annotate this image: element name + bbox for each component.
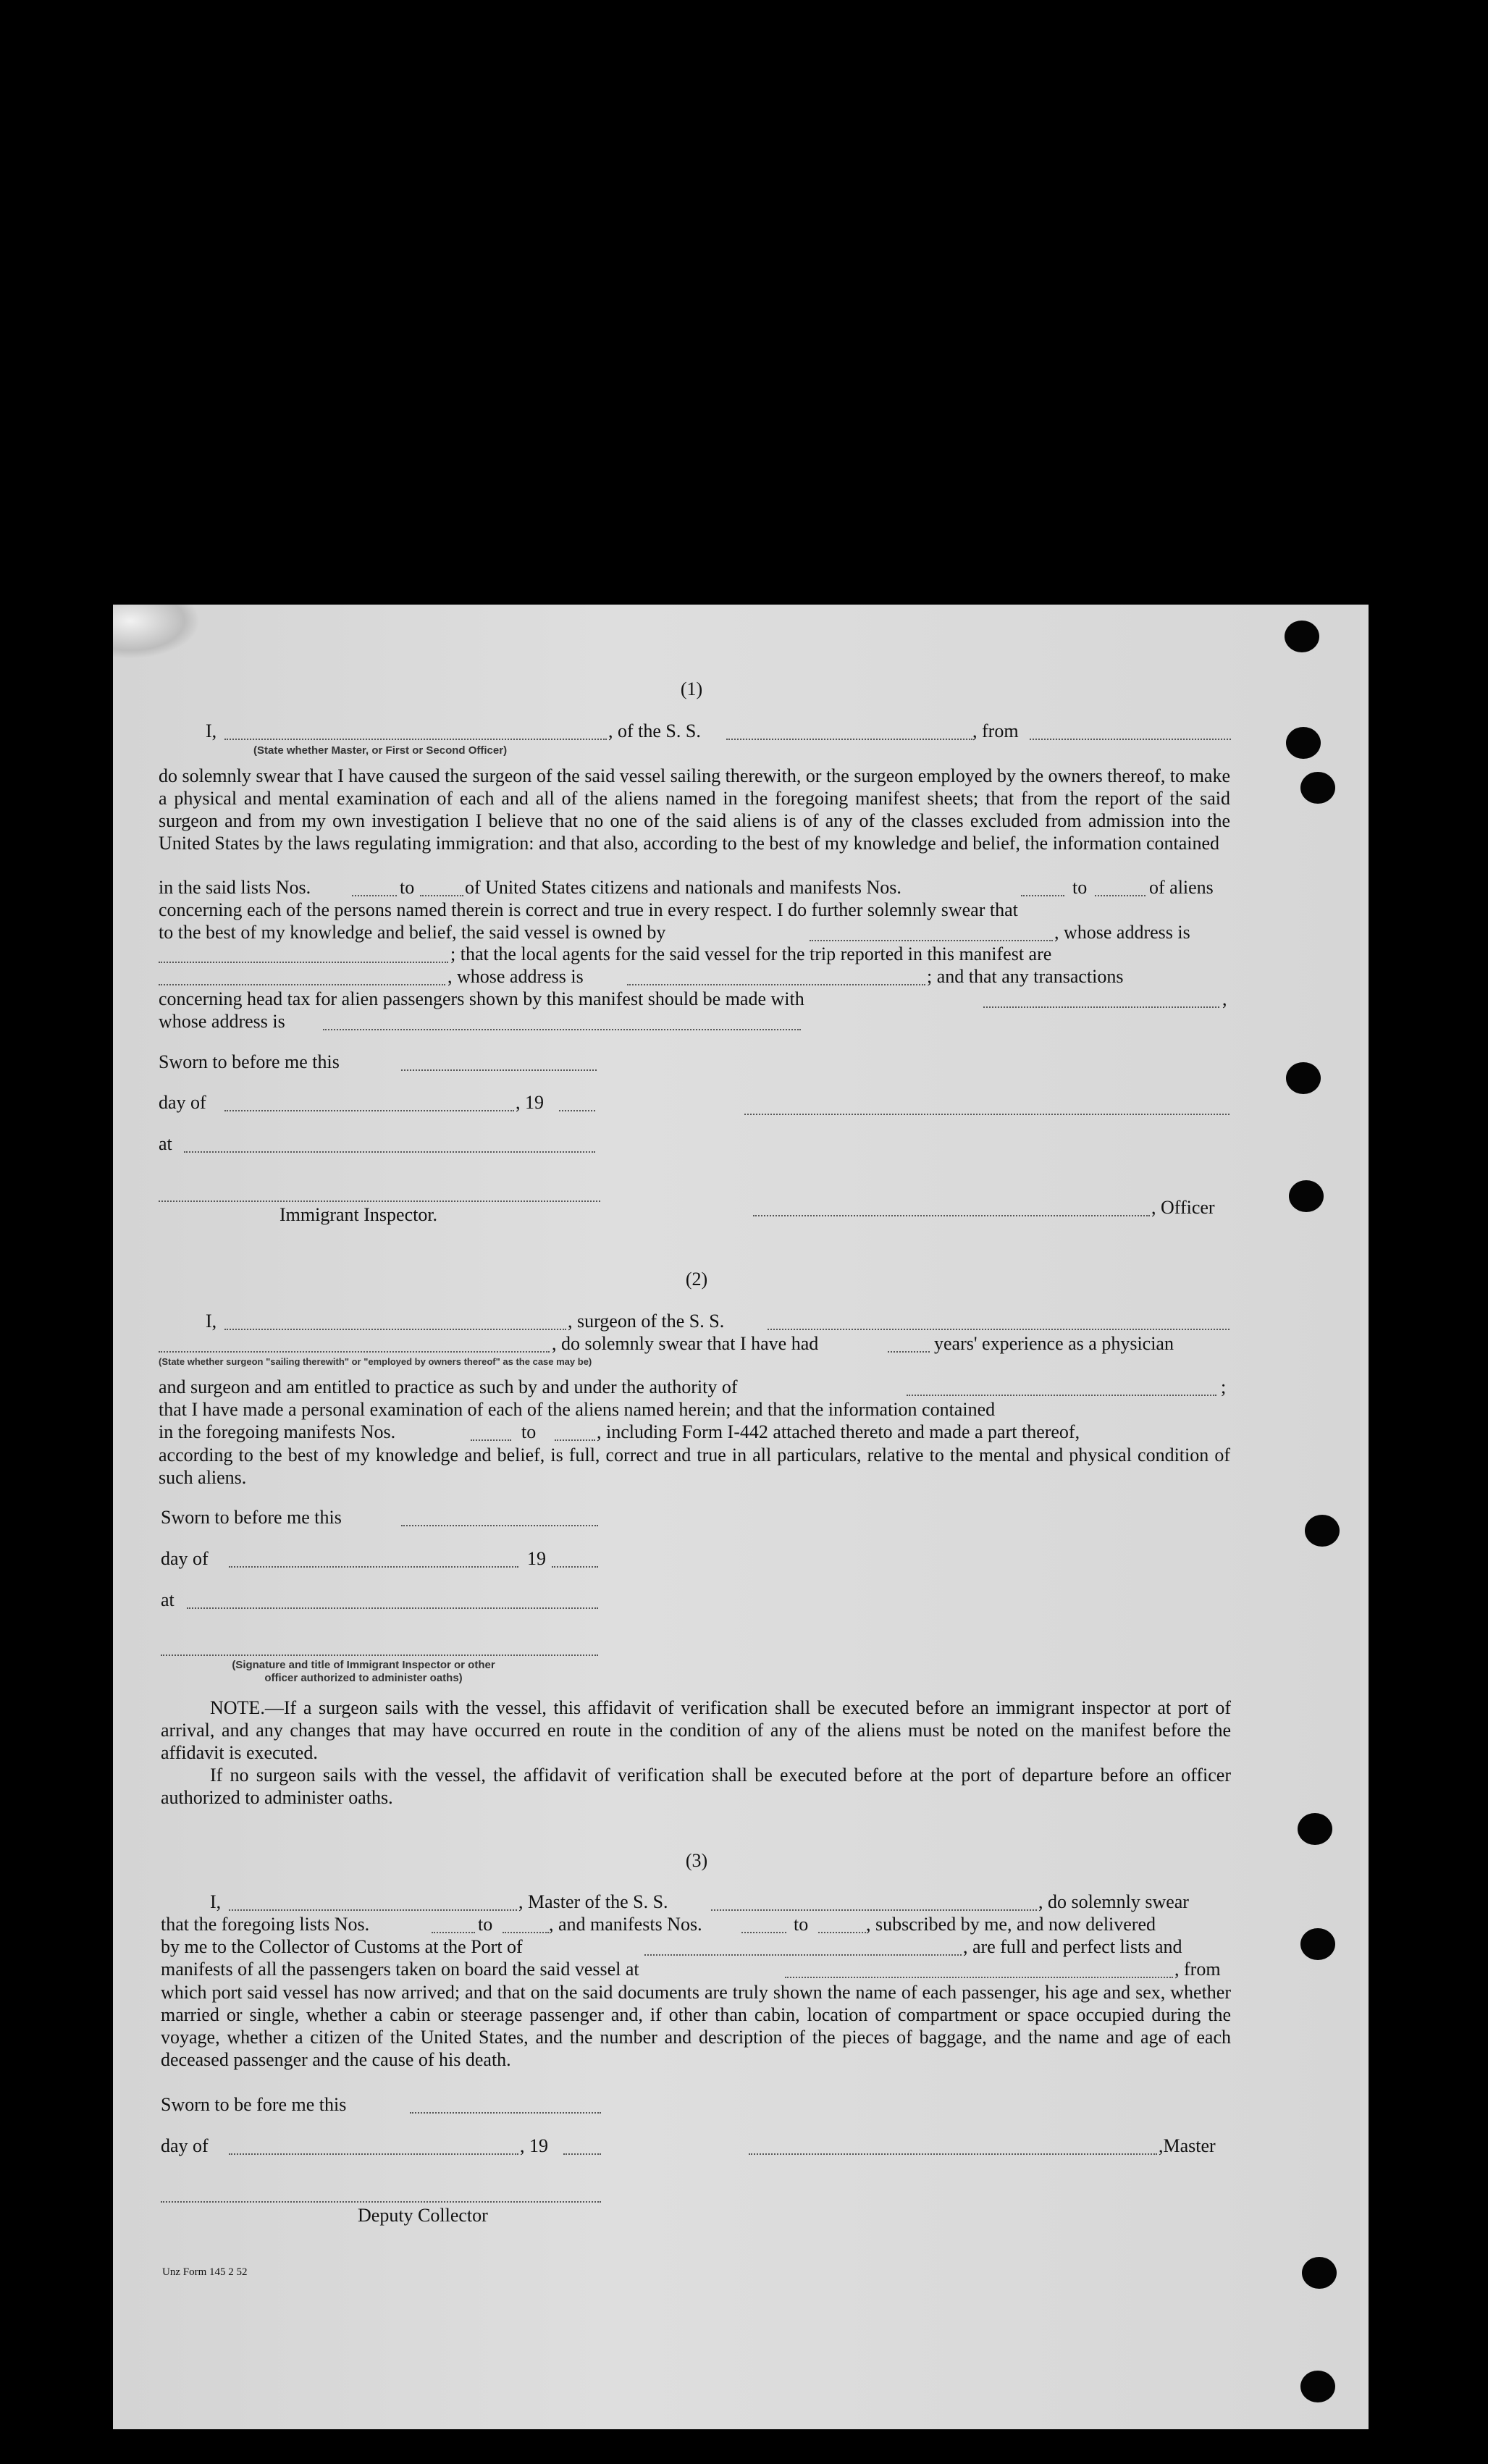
s1-head-tax-field[interactable] <box>983 1006 1219 1008</box>
punch-hole <box>1285 621 1319 652</box>
s1-at-label: at <box>159 1133 172 1154</box>
s2-ship-name-field[interactable] <box>768 1329 1230 1330</box>
s3-manifests-to-field[interactable] <box>818 1932 866 1933</box>
s3-sworn-label: Sworn to be fore me this <box>161 2094 347 2115</box>
s3-year-field[interactable] <box>563 2153 601 2155</box>
s3-swear-label: , do solemnly swear <box>1038 1891 1189 1912</box>
s1-officer-title-field[interactable] <box>753 1215 1150 1216</box>
s3-ship-name-field[interactable] <box>711 1909 1037 1911</box>
s2-note-paragraph-2: If no surgeon sails with the vessel, the affidavit of verification shall be executed before at the port of departure before an officer authorized to administer oaths. <box>161 1765 1231 1808</box>
s3-full-lists-label: , are full and perfect lists and <box>963 1936 1182 1957</box>
s3-master-suffix: ,Master <box>1159 2135 1216 2156</box>
s2-manifests-to: to <box>521 1421 537 1442</box>
s1-lists-from-field[interactable] <box>352 895 397 896</box>
s1-owned-label: to the best of my knowledge and belief, the said vessel is owned by <box>159 922 666 943</box>
s2-signature-note-2: officer authorized to administer oaths) <box>264 1672 463 1684</box>
s3-lists-to: to <box>478 1914 493 1935</box>
punch-hole <box>1286 1062 1321 1094</box>
s3-collector-label: by me to the Collector of Customs at the Port of <box>161 1936 523 1957</box>
s3-manifests-label: , and manifests Nos. <box>549 1914 702 1935</box>
s3-port-field[interactable] <box>644 1954 962 1956</box>
s2-signature-note-1: (Signature and title of Immigrant Inspector or other <box>232 1659 495 1671</box>
s2-signature-field[interactable] <box>161 1654 598 1656</box>
s3-master-signature-field[interactable] <box>749 2153 1157 2155</box>
s2-authority-label: and surgeon and am entitled to practice as such by and under the authority of <box>159 1376 738 1397</box>
s2-sworn-field[interactable] <box>401 1525 598 1526</box>
s3-delivered-label: , subscribed by me, and now delivered <box>866 1914 1156 1935</box>
s1-sworn-label: Sworn to before me this <box>159 1051 340 1072</box>
s1-transactions-label: ; and that any transactions <box>927 966 1124 987</box>
punch-hole <box>1300 2371 1335 2402</box>
s2-surgeon-type-field[interactable] <box>159 1351 550 1353</box>
s1-owner-field[interactable] <box>810 940 1053 941</box>
s1-day-of-label: day of <box>159 1092 206 1113</box>
s1-whose-address-label: whose address is <box>159 1011 285 1032</box>
s1-manifests-label: of United States citizens and nationals and manifests Nos. <box>465 877 901 898</box>
s2-manifests-label: in the foregoing manifests Nos. <box>159 1421 396 1442</box>
s2-years-label: years' experience as a physician <box>934 1333 1174 1354</box>
s3-manifests-passengers-label: manifests of all the passengers taken on board the said vessel at <box>161 1959 639 1980</box>
s1-officer-signature-field[interactable] <box>744 1114 1230 1115</box>
s3-deputy-label: Deputy Collector <box>358 2205 488 2226</box>
s3-year-label: , 19 <box>520 2135 548 2156</box>
s1-agents-label: ; that the local agents for the said vessel for the trip reported in this manifest are <box>450 943 1052 964</box>
s1-officer-name-field[interactable] <box>224 739 607 740</box>
s2-surgeon-label: , surgeon of the S. S. <box>568 1311 725 1332</box>
s2-surgeon-name-field[interactable] <box>224 1329 566 1330</box>
punch-hole <box>1286 727 1321 759</box>
s1-lists-to: to <box>400 877 415 898</box>
s1-head-tax-address-field[interactable] <box>323 1029 801 1030</box>
punch-hole <box>1305 1515 1340 1547</box>
s2-i-label: I, <box>206 1311 217 1332</box>
s1-manifests-to: to <box>1072 877 1088 898</box>
s1-owner-address-label: , whose address is <box>1054 922 1190 943</box>
s1-manifests-to-field[interactable] <box>1095 895 1146 896</box>
s2-form-i442-label: , including Form I-442 attached thereto and made a part thereof, <box>597 1421 1080 1442</box>
s2-sworn-label: Sworn to before me this <box>161 1507 342 1528</box>
s2-years-field[interactable] <box>888 1351 930 1353</box>
s2-day-field[interactable] <box>229 1566 518 1568</box>
s2-day-of-label: day of <box>161 1548 209 1569</box>
section-3-number: (3) <box>685 1850 708 1871</box>
s1-inspector-signature-field[interactable] <box>159 1201 600 1202</box>
s3-i-label: I, <box>210 1891 222 1912</box>
punch-hole <box>1300 1928 1335 1960</box>
s1-at-field[interactable] <box>184 1151 595 1153</box>
s1-head-tax-label: concerning head tax for alien passengers shown by this manifest should be made with <box>159 988 804 1009</box>
s3-manifests-to: to <box>794 1914 809 1935</box>
section-1-number: (1) <box>680 678 703 699</box>
s3-lists-to-field[interactable] <box>503 1932 549 1933</box>
s1-inspector-label: Immigrant Inspector. <box>279 1204 438 1225</box>
s1-lists-to-field[interactable] <box>420 895 463 896</box>
s3-sworn-field[interactable] <box>410 2112 601 2114</box>
s2-exam-paragraph-continued: according to the best of my knowledge and belief, is full, correct and true in all particulars, relative to the mental and physical condition of such aliens. <box>159 1445 1230 1488</box>
s1-from-label: , from <box>972 720 1019 741</box>
s2-at-field[interactable] <box>187 1607 598 1609</box>
s1-sworn-field[interactable] <box>401 1069 597 1071</box>
s1-agents-address-label: , whose address is <box>447 966 584 987</box>
form-number: Unz Form 145 2 52 <box>162 2266 248 2278</box>
s1-of-ss-label: , of the S. S. <box>608 720 701 741</box>
s3-master-label: , Master of the S. S. <box>518 1891 668 1912</box>
s1-lists-label: in the said lists Nos. <box>159 877 311 898</box>
s1-day-field[interactable] <box>224 1110 514 1111</box>
s2-note-paragraph: NOTE.—If a surgeon sails with the vessel, this affidavit of verification shall be executed before an immigrant inspector at port of arrival, and any changes that may have occurred en route in the condition of any of the aliens must be noted on the manifest before the affidavit is executed. <box>161 1697 1231 1763</box>
s1-of-aliens: of aliens <box>1149 877 1214 898</box>
s2-manifests-from-field[interactable] <box>471 1439 511 1441</box>
s3-lists-label: that the foregoing lists Nos. <box>161 1914 370 1935</box>
s1-head-tax-comma: , <box>1222 988 1227 1009</box>
s1-i-label: I, <box>206 720 217 741</box>
s1-oath-continued: concerning each of the persons named therein is correct and true in every respect. I do further solemnly swear that <box>159 899 1018 920</box>
s2-swear-label: , do solemnly swear that I have had <box>552 1333 819 1354</box>
s2-surgeon-note: (State whether surgeon "sailing therewith" or "employed by owners thereof" as the case may be) <box>159 1356 592 1367</box>
s2-year-field[interactable] <box>552 1566 598 1568</box>
s2-year-label: 19 <box>527 1548 546 1569</box>
s3-manifests-from-field[interactable] <box>741 1932 786 1933</box>
s1-from-port-field[interactable] <box>1030 739 1231 740</box>
punch-hole <box>1289 1180 1324 1212</box>
s2-exam-paragraph: that I have made a personal examination of each of the aliens named herein; and that the information contained <box>159 1399 996 1420</box>
s3-lists-from-field[interactable] <box>432 1932 475 1933</box>
s1-ship-name-field[interactable] <box>726 739 972 740</box>
s1-manifests-from-field[interactable] <box>1021 895 1064 896</box>
s1-year-label: , 19 <box>516 1092 544 1113</box>
s3-boarding-port-field[interactable] <box>785 1977 1173 1978</box>
s1-agents-address-field[interactable] <box>627 984 925 985</box>
s3-day-field[interactable] <box>229 2153 518 2155</box>
s1-officer-note: (State whether Master, or First or Second Officer) <box>253 744 508 757</box>
stamp-mark <box>113 605 200 659</box>
s1-oath-paragraph: do solemnly swear that I have caused the surgeon of the said vessel sailing therewith, or the surgeon employed by the owners thereof, to make a physical and mental examination of each and all of the aliens named in the foregoing manifest sheets; that from the report of the said surgeon and from my own investigation I believe that no one of the said aliens is of any of the classes excluded from admission into the United States by the laws regulating immigration: and that also, according to the best of my knowledge and belief, the information contained <box>159 765 1230 854</box>
s2-authority-field[interactable] <box>907 1395 1216 1396</box>
s3-body-paragraph: which port said vessel has now arrived; and that on the said documents are truly shown the name of each passenger, his age and sex, whether married or single, whether a cabin or steerage passenger and, if other than cabin, location of compartment or space occupied during the voyage, whether a citizen of the United States, and the number and description of the pieces of baggage, and the name and age of each deceased passenger and the cause of his death. <box>161 1982 1231 2070</box>
s1-owner-address-field[interactable] <box>159 962 448 963</box>
s3-master-name-field[interactable] <box>229 1909 517 1911</box>
s2-authority-semicolon: ; <box>1221 1376 1227 1397</box>
s1-officer-label: , Officer <box>1151 1197 1215 1218</box>
s3-deputy-signature-field[interactable] <box>161 2201 601 2203</box>
punch-hole <box>1298 1813 1332 1845</box>
s1-year-field[interactable] <box>559 1110 595 1111</box>
section-2-number: (2) <box>685 1269 708 1290</box>
s3-day-of-label: day of <box>161 2135 209 2156</box>
punch-hole <box>1302 2257 1337 2289</box>
punch-hole <box>1300 772 1335 804</box>
s2-at-label: at <box>161 1589 175 1610</box>
s3-from-label: , from <box>1174 1959 1221 1980</box>
s1-agents-field[interactable] <box>159 984 445 985</box>
s2-manifests-to-field[interactable] <box>555 1439 595 1441</box>
